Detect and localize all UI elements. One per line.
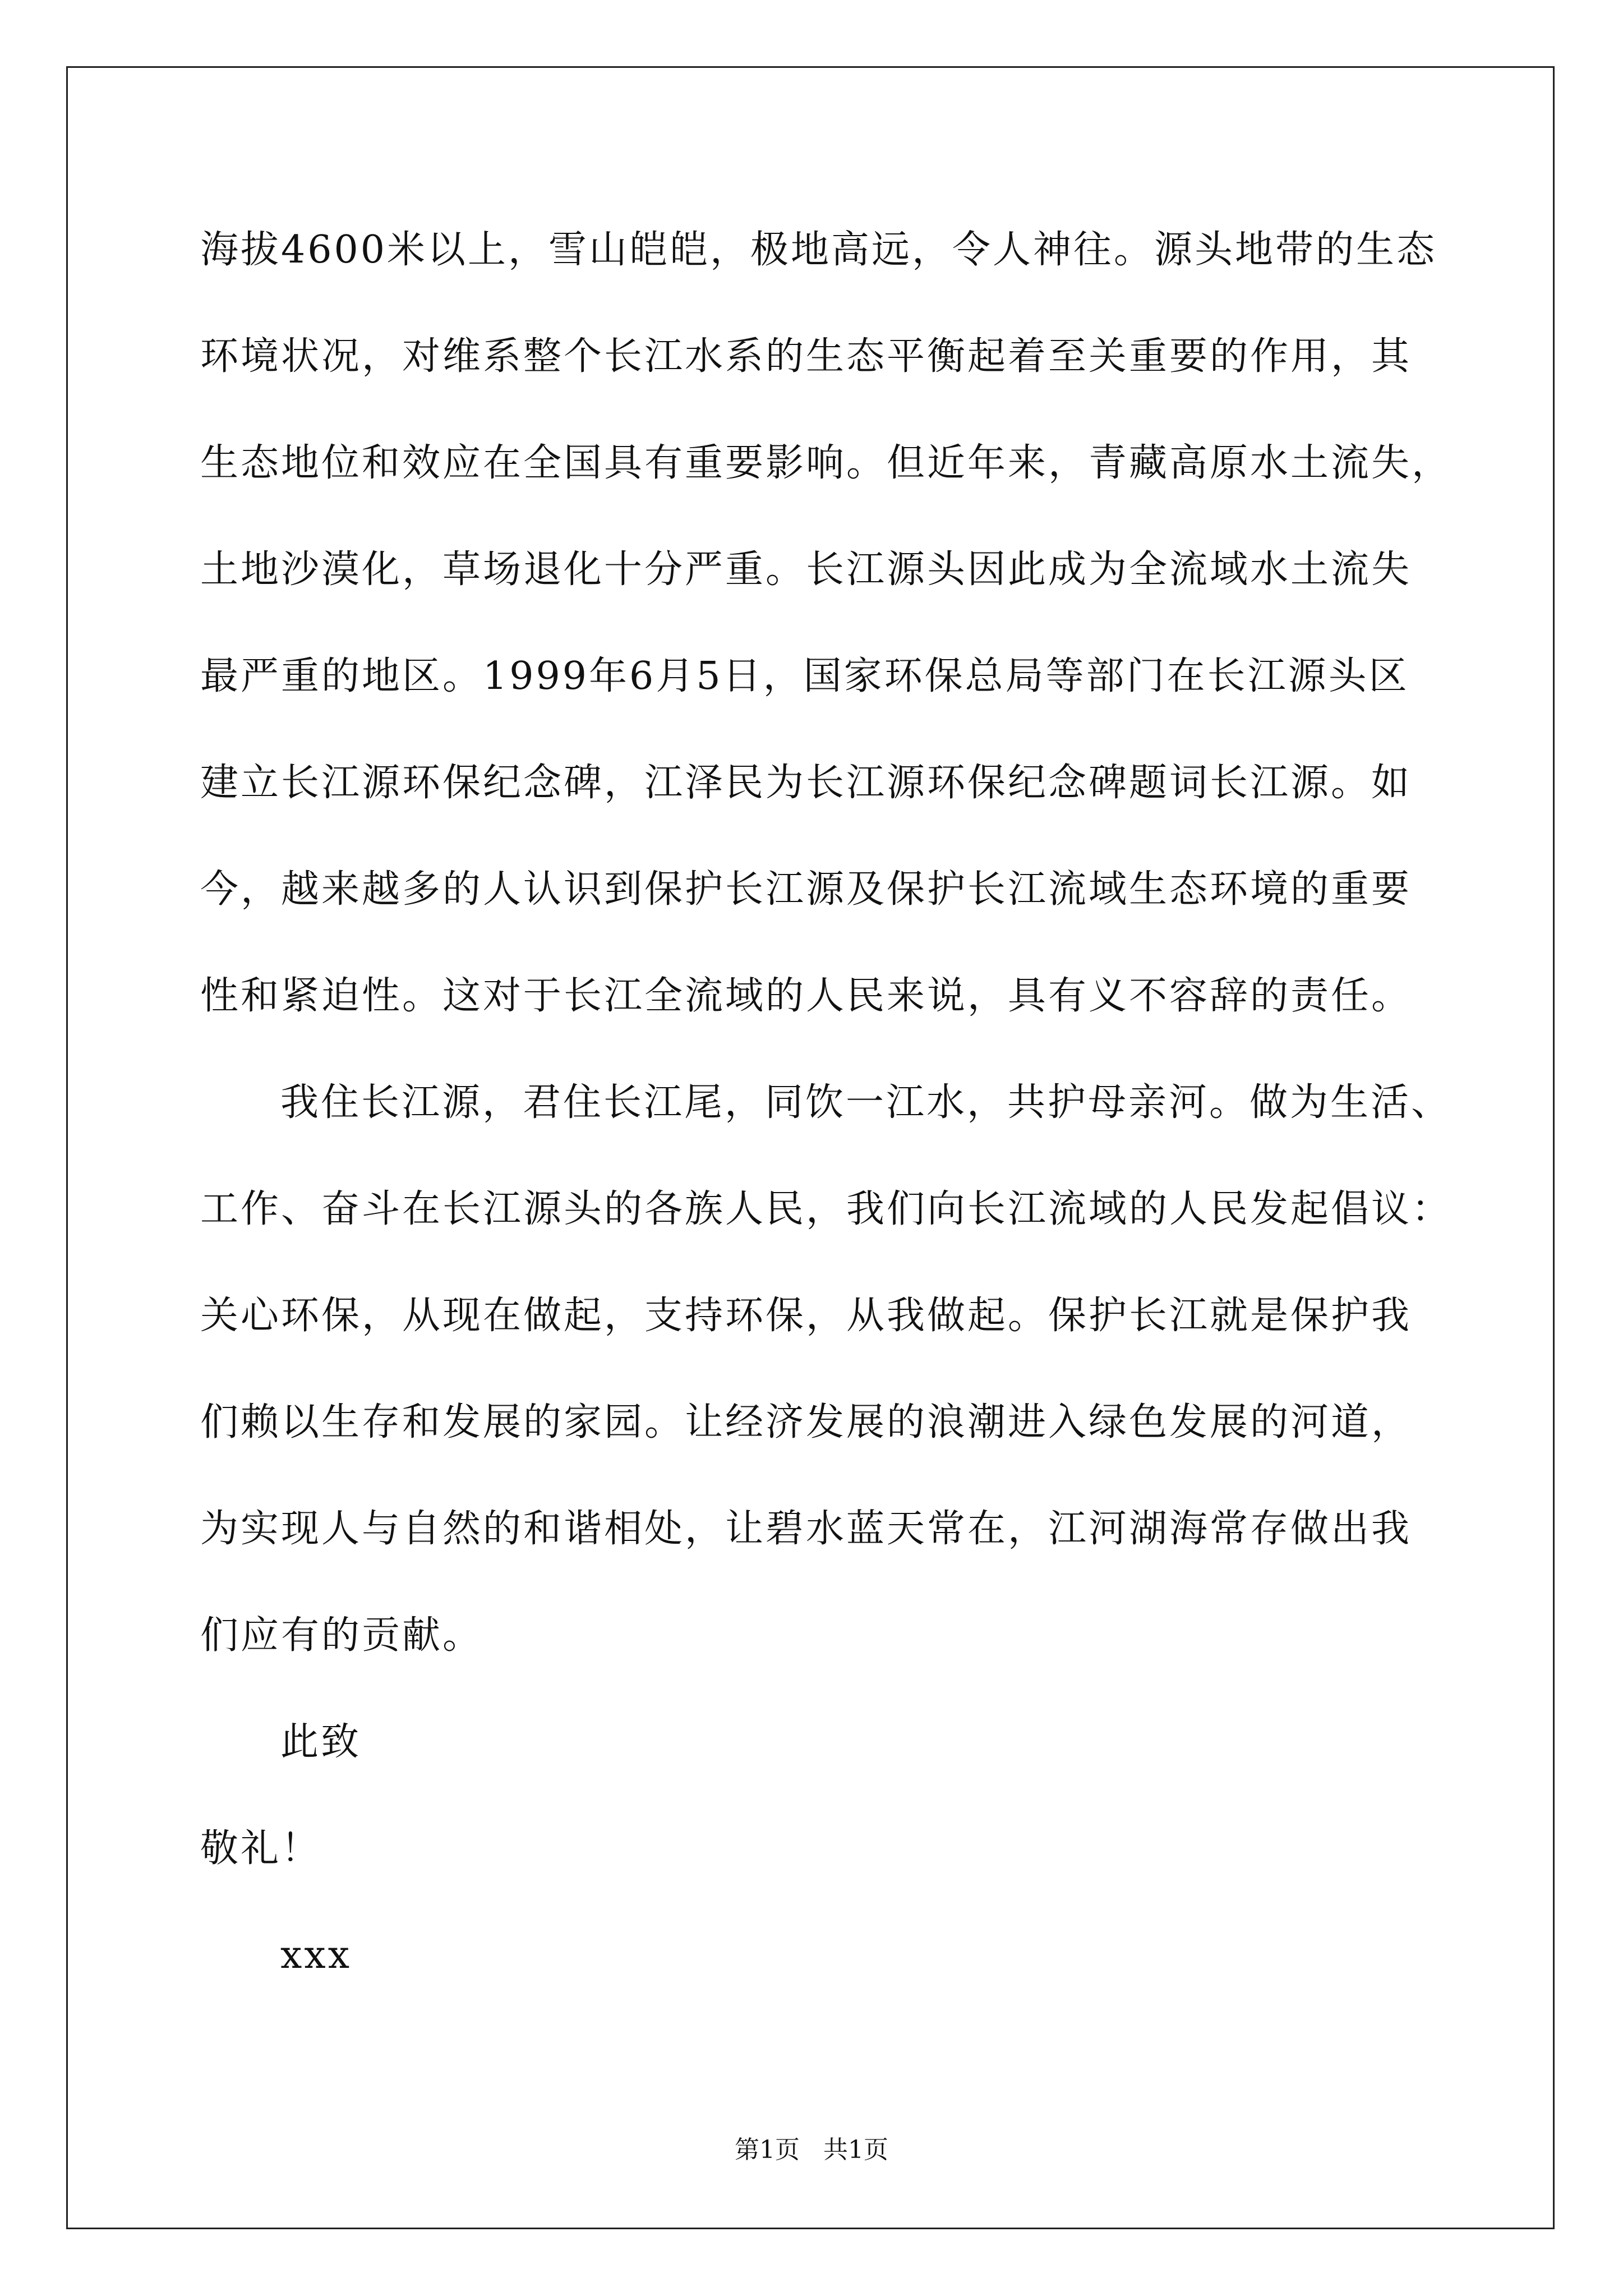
body-line: 们应有的贡献。 (200, 1613, 483, 1658)
body-line: 关心环保，从现在做起，支持环保，从我做起。保护长江就是保护我 (200, 1294, 1412, 1338)
body-line: 最严重的地区。1999年6月5日，国家环保总局等部门在长江源头区 (200, 654, 1409, 698)
page-border (66, 66, 1555, 2229)
page-number-footer: 第1页 共1页 (735, 2136, 888, 2164)
body-line: 生态地位和效应在全国具有重要影响。但近年来，青藏高原水土流失， (200, 441, 1453, 485)
body-line: 工作、奋斗在长江源头的各族人民，我们向长江流域的人民发起倡议： (200, 1187, 1453, 1231)
body-line: 环境状况，对维系整个长江水系的生态平衡起着至关重要的作用，其 (200, 334, 1412, 379)
body-line: 土地沙漠化，草场退化十分严重。长江源头因此成为全流域水土流失 (200, 547, 1412, 592)
body-line: 们赖以生存和发展的家园。让经济发展的浪潮进入绿色发展的河道， (200, 1400, 1412, 1444)
body-line: 今，越来越多的人认识到保护长江源及保护长江流域生态环境的重要 (200, 867, 1412, 912)
body-line: 为实现人与自然的和谐相处，让碧水蓝天常在，江河湖海常存做出我 (200, 1507, 1412, 1551)
signature: xxx (280, 1933, 352, 1977)
closing-regards: 敬礼！ (200, 1826, 322, 1871)
body-line: 海拔4600米以上，雪山皑皑，极地高远，令人神往。源头地带的生态 (200, 228, 1437, 272)
closing-salutation: 此致 (280, 1720, 362, 1764)
body-line: 建立长江源环保纪念碑，江泽民为长江源环保纪念碑题词长江源。如 (200, 761, 1412, 805)
body-line: 性和紧迫性。这对于长江全流域的人民来说，具有义不容辞的责任。 (200, 974, 1412, 1018)
body-line: 我住长江源，君住长江尾，同饮一江水，共护母亲河。做为生活、 (280, 1080, 1452, 1125)
